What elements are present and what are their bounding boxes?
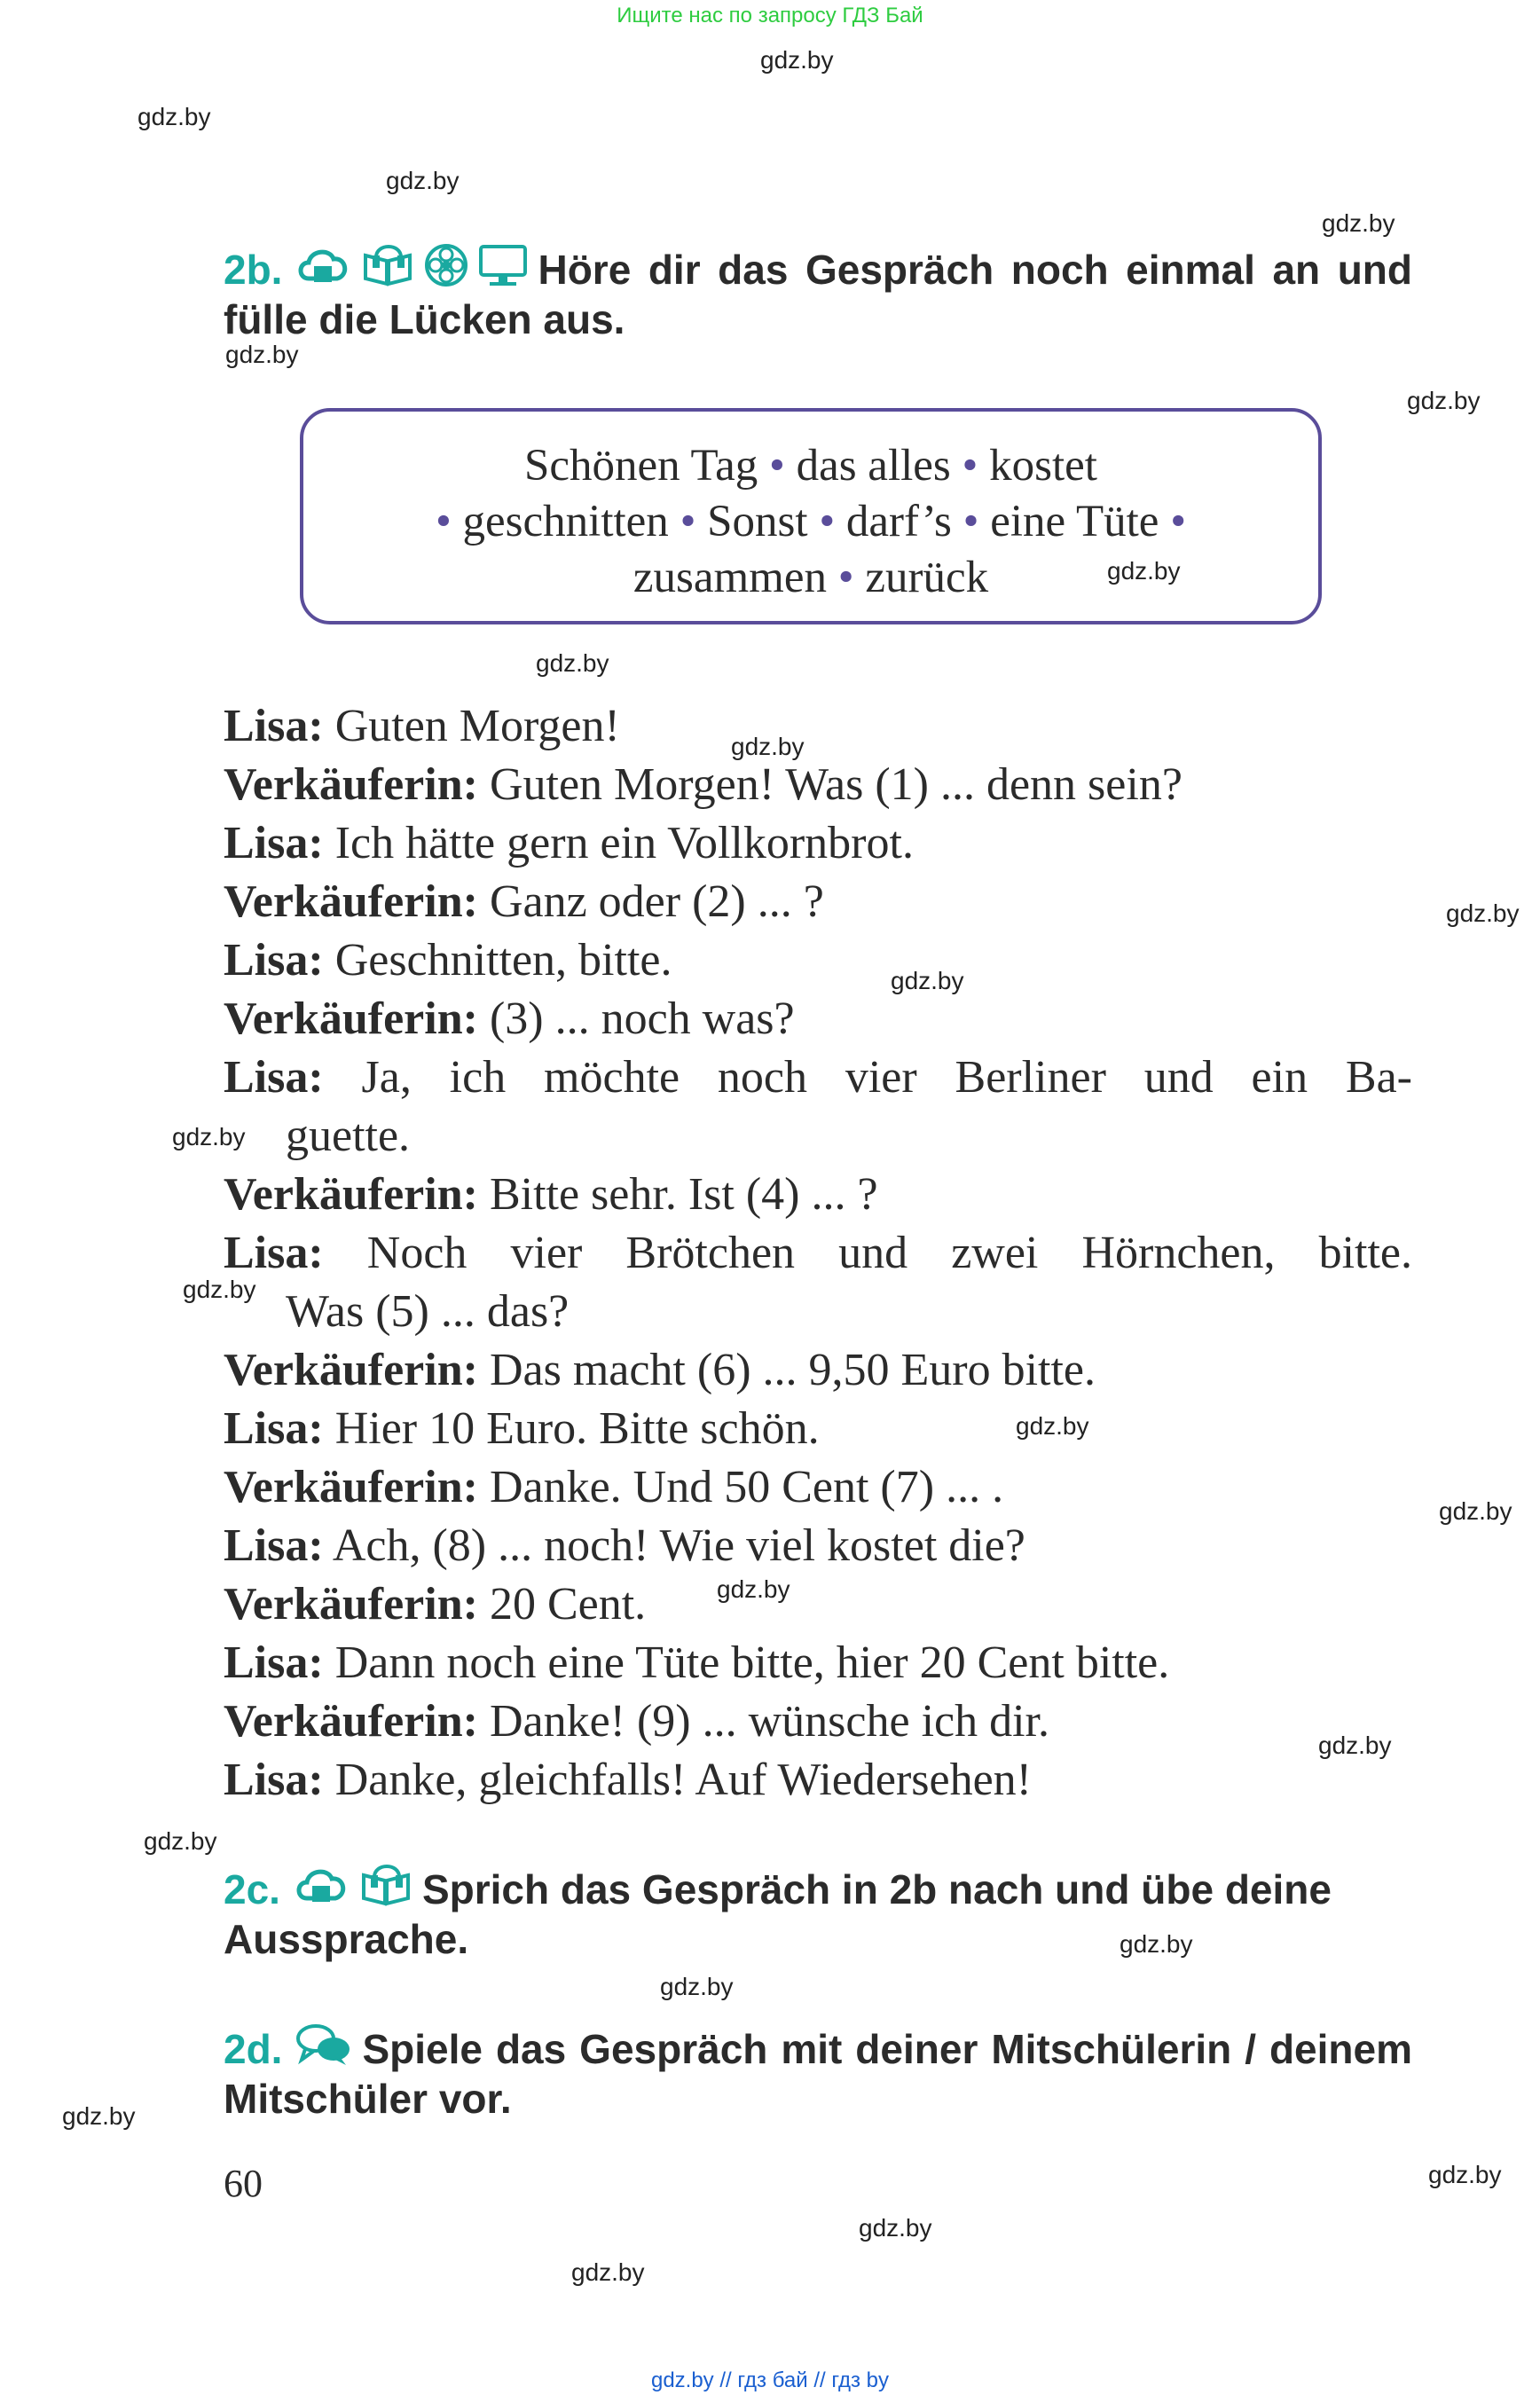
cloud-download-icon bbox=[295, 243, 351, 287]
word: Schönen Tag bbox=[524, 441, 758, 491]
cloud-download-icon bbox=[293, 1863, 350, 1907]
utterance: Dann noch eine Tüte bitte, hier 20 Cent bitte. bbox=[334, 1637, 1170, 1688]
utterance: (3) ... noch was? bbox=[489, 993, 795, 1044]
separator-dot: • bbox=[768, 441, 785, 491]
speech-bubbles-icon bbox=[295, 2022, 353, 2067]
watermark: gdz.by bbox=[1322, 209, 1395, 237]
task-text: Spiele das Gespräch mit deiner Mitschülerin / deinem Mitschüler vor. bbox=[224, 2026, 1412, 2122]
watermark: gdz.by bbox=[144, 1827, 217, 1855]
dialog-line bbox=[224, 1575, 1412, 1634]
watermark: gdz.by bbox=[1120, 1930, 1193, 1958]
speaker: Lisa: bbox=[224, 935, 324, 986]
task-2b bbox=[224, 243, 1412, 344]
speaker: Verkäuferin: bbox=[224, 876, 478, 927]
dialog-line bbox=[224, 1458, 1412, 1517]
speaker: Verkäuferin: bbox=[224, 759, 478, 810]
utterance: Ach, (8) ... noch! Wie viel kostet die? bbox=[332, 1520, 1025, 1571]
utterance: Danke, gleichfalls! Auf Wiedersehen! bbox=[334, 1755, 1032, 1805]
word: eine Tüte bbox=[990, 497, 1159, 546]
speaker: Verkäuferin: bbox=[224, 1345, 478, 1395]
dialog-continuation: Was (5) ... das? bbox=[286, 1286, 570, 1337]
utterance: Ganz oder (2) ... ? bbox=[489, 876, 824, 927]
speaker: Verkäuferin: bbox=[224, 1462, 478, 1512]
watermark: gdz.by bbox=[1016, 1412, 1089, 1440]
task-2d bbox=[224, 2022, 1412, 2124]
dialog-continuation: guette. bbox=[286, 1111, 411, 1161]
dialog-line bbox=[224, 873, 1412, 931]
speaker: Lisa: bbox=[224, 1755, 324, 1805]
task-text: Sprich das Gespräch in 2b nach und übe deine Aussprache. bbox=[224, 1866, 1332, 1962]
separator-dot: • bbox=[680, 497, 696, 546]
speaker: Verkäuferin: bbox=[224, 1169, 478, 1220]
separator-dot: • bbox=[435, 497, 452, 546]
word: zurück bbox=[865, 553, 989, 602]
utterance: Bitte sehr. Ist (4) ... ? bbox=[489, 1169, 878, 1220]
utterance: Hier 10 Euro. Bitte schön. bbox=[334, 1403, 820, 1454]
utterance: Guten Morgen! Was (1) ... denn sein? bbox=[489, 759, 1182, 810]
utterance: Ja, ich möchte noch vier Berliner und ein Ba- bbox=[361, 1052, 1412, 1103]
watermark: gdz.by bbox=[1407, 387, 1481, 414]
utterance: Guten Morgen! bbox=[334, 701, 620, 751]
utterance: Das macht (6) ... 9,50 Euro bitte. bbox=[489, 1345, 1096, 1395]
dialog-line bbox=[224, 1400, 1412, 1458]
watermark: gdz.by bbox=[1446, 899, 1520, 927]
watermark: gdz.by bbox=[1107, 557, 1181, 585]
utterance: Noch vier Brötchen und zwei Hörnchen, bitte. bbox=[366, 1228, 1412, 1278]
word: kostet bbox=[989, 441, 1097, 491]
watermark: gdz.by bbox=[571, 2258, 645, 2286]
watermark: gdz.by bbox=[731, 733, 805, 760]
dialog-line bbox=[224, 990, 1412, 1048]
utterance: Ich hätte gern ein Vollkornbrot. bbox=[334, 818, 914, 868]
watermark: gdz.by bbox=[1428, 2161, 1502, 2188]
watermark: gdz.by bbox=[172, 1123, 246, 1150]
word: das alles bbox=[796, 441, 951, 491]
speaker: Lisa: bbox=[224, 1228, 324, 1278]
dialog bbox=[224, 697, 1412, 1810]
watermark: gdz.by bbox=[1439, 1497, 1512, 1525]
utterance: Danke. Und 50 Cent (7) ... . bbox=[489, 1462, 1004, 1512]
dialog-line bbox=[224, 697, 1412, 756]
listening-book-icon bbox=[358, 1863, 413, 1907]
dialog-line bbox=[224, 1634, 1412, 1692]
task-number: 2c. bbox=[224, 1866, 280, 1912]
speaker: Verkäuferin: bbox=[224, 1579, 478, 1629]
speaker: Lisa: bbox=[224, 818, 324, 868]
speaker: Lisa: bbox=[224, 1052, 324, 1103]
separator-dot: • bbox=[962, 497, 979, 546]
separator-dot: • bbox=[1170, 497, 1187, 546]
speaker: Verkäuferin: bbox=[224, 993, 478, 1044]
word: Sonst bbox=[707, 497, 808, 546]
task-2c bbox=[224, 1863, 1412, 1964]
word-box-line bbox=[303, 494, 1318, 550]
dialog-line bbox=[224, 1166, 1412, 1224]
word-box bbox=[300, 408, 1322, 624]
watermark: gdz.by bbox=[891, 967, 964, 994]
speaker: Lisa: bbox=[224, 701, 324, 751]
word-box-line bbox=[303, 550, 1318, 606]
speaker: Lisa: bbox=[224, 1403, 324, 1454]
watermark: gdz.by bbox=[660, 1973, 734, 2000]
flower-icon bbox=[424, 243, 468, 287]
utterance: Geschnitten, bitte. bbox=[334, 935, 672, 986]
dialog-line bbox=[224, 1692, 1412, 1751]
speaker: Verkäuferin: bbox=[224, 1696, 478, 1747]
separator-dot: • bbox=[962, 441, 978, 491]
watermark: gdz.by bbox=[225, 341, 299, 368]
footer-note: gdz.by // гдз бай // гдз by bbox=[650, 2368, 890, 2392]
utterance: Danke! (9) ... wünsche ich dir. bbox=[489, 1696, 1049, 1747]
watermark: gdz.by bbox=[717, 1575, 790, 1603]
watermark: gdz.by bbox=[859, 2214, 932, 2242]
dialog-line bbox=[224, 1048, 1412, 1107]
word: darf’s bbox=[845, 497, 952, 546]
word: geschnitten bbox=[462, 497, 669, 546]
dialog-line bbox=[224, 931, 1412, 990]
task-number: 2b. bbox=[224, 247, 283, 293]
task-text: Höre dir das Gespräch noch einmal an und fülle die Lücken aus. bbox=[224, 247, 1412, 342]
word: zusammen bbox=[632, 553, 827, 602]
header-note: Ищите нас по запросу ГДЗ Бай bbox=[617, 4, 923, 27]
watermark: gdz.by bbox=[1318, 1732, 1392, 1759]
dialog-line bbox=[224, 1224, 1412, 1283]
speaker: Lisa: bbox=[224, 1637, 324, 1688]
task-number: 2d. bbox=[224, 2026, 283, 2072]
watermark: gdz.by bbox=[386, 167, 460, 194]
watermark: gdz.by bbox=[62, 2102, 136, 2130]
watermark: gdz.by bbox=[183, 1276, 256, 1303]
page-number: 60 bbox=[224, 2162, 263, 2205]
listening-book-icon bbox=[360, 243, 415, 287]
speaker: Lisa: bbox=[224, 1520, 324, 1571]
monitor-icon bbox=[477, 243, 529, 287]
separator-dot: • bbox=[819, 497, 836, 546]
watermark: gdz.by bbox=[138, 103, 211, 130]
dialog-line bbox=[224, 756, 1412, 814]
dialog-line bbox=[224, 1341, 1412, 1400]
utterance: 20 Cent. bbox=[489, 1579, 647, 1629]
watermark: gdz.by bbox=[760, 46, 834, 74]
word-box-line bbox=[303, 438, 1318, 494]
dialog-line bbox=[224, 1751, 1412, 1810]
separator-dot: • bbox=[837, 553, 854, 602]
watermark: gdz.by bbox=[536, 649, 609, 677]
dialog-line bbox=[224, 1517, 1412, 1575]
dialog-line bbox=[224, 814, 1412, 873]
